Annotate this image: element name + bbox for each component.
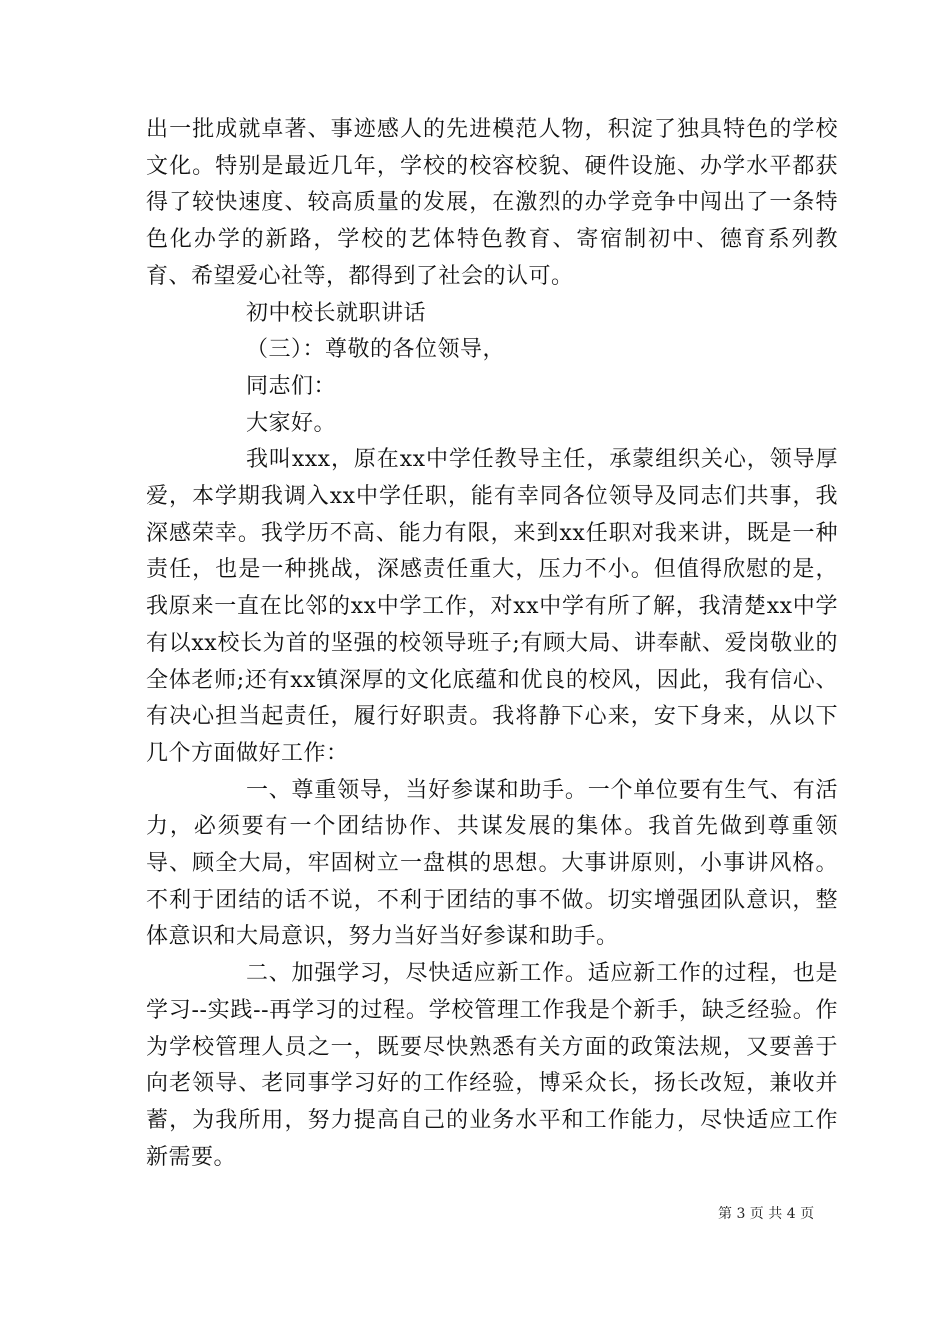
paragraph-point-one: 一、尊重领导，当好参谋和助手。一个单位要有生气、有活力，必须要有一个团结协作、共谋发展的集体。我首先做到尊重领导、顾全大局，牢固树立一盘棋的思想。大事讲原则，小事讲风格。不利于团结的话不说，不利于团结的事不做。切实增强团队意识，整体意识和大局意识，努力当好当好参谋和助手。 bbox=[146, 777, 838, 950]
paragraph-continuation: 出一批成就卓著、事迹感人的先进模范人物，积淀了独具特色的学校文化。特别是最近几年，学校的校容校貌、硬件设施、办学水平都获得了较快速度、较高质量的发展，在激烈的办学竞争中闯出了一条特色化办学的新路，学校的艺体特色教育、寄宿制初中、德育系列教育、希望爱心社等，都得到了社会的认可。 bbox=[146, 117, 838, 289]
speech-greeting: 大家好。 bbox=[246, 410, 337, 436]
paragraph-point-two: 二、加强学习，尽快适应新工作。适应新工作的过程，也是学习--实践--再学习的过程。学校管理工作我是个新手，缺乏经验。作为学校管理人员之一，既要尽快熟悉有关方面的政策法规，又要善于向老领导、老同事学习好的工作经验，博采众长，扬长改短，兼收并蓄，为我所用，努力提高自己的业务水平和工作能力，尽快适应工作新需要。 bbox=[146, 961, 838, 1170]
speech-salutation: （三）：尊敬的各位领导， bbox=[246, 337, 506, 363]
document-body bbox=[146, 112, 838, 1176]
speech-salutation-comrades: 同志们： bbox=[246, 373, 337, 399]
paragraph-introduction: 我叫xxx，原在xx中学任教导主任，承蒙组织关心，领导厚爱，本学期我调入xx中学任职，能有幸同各位领导及同志们共事，我深感荣幸。我学历不高、能力有限，来到xx任职对我来讲，既是一种责任，也是一种挑战，深感责任重大，压力不小。但值得欣慰的是，我原来一直在比邻的xx中学工作，对xx中学有所了解，我清楚xx中学有以xx校长为首的坚强的校领导班子;有顾大局、讲奉献、爱岗敬业的全体老师;还有xx镇深厚的文化底蕴和优良的校风，因此，我有信心、有决心担当起责任，履行好职责。我将静下心来，安下身来，从以下几个方面做好工作： bbox=[146, 447, 838, 766]
speech-title: 初中校长就职讲话 bbox=[246, 300, 427, 326]
page-number-footer: 第 3 页 共 4 页 bbox=[718, 1206, 815, 1222]
